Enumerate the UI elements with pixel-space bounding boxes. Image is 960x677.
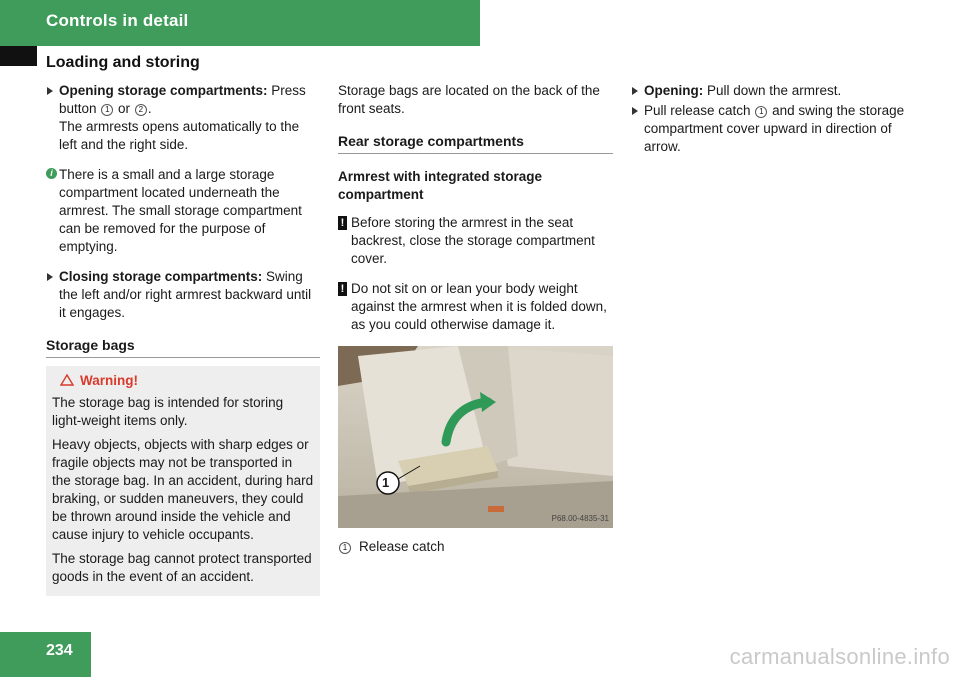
figure-caption: 1 Release catch bbox=[338, 538, 613, 556]
step-opening-compartments: Opening storage compartments: Press button 1 or 2 . The armrests opens automatically to the left and the right side. bbox=[46, 82, 320, 154]
header-bar bbox=[0, 0, 480, 46]
storage-bags-location: Storage bags are located on the back of the front seats. bbox=[338, 83, 600, 116]
watermark: carmanualsonline.info bbox=[729, 644, 950, 669]
page-number: 234 bbox=[46, 642, 73, 659]
figure-code: P68.00-4835-31 bbox=[551, 514, 609, 523]
storage-bags-heading: Storage bags bbox=[46, 336, 320, 358]
warning-text: The storage bag cannot protect transported goods in the event of an accident. bbox=[52, 551, 312, 584]
info-note: i There is a small and a large storage compartment located underneath the armrest. The small storage compartment can be removed for the purpose of emptying. bbox=[46, 166, 320, 256]
corner-block bbox=[0, 46, 37, 66]
step-detail: The armrests opens automatically to the left and the right side. bbox=[59, 119, 300, 152]
step-closing-compartments: Closing storage compartments: Swing the left and/or right armrest backward until it engages. bbox=[46, 268, 320, 322]
callout-number: 1 bbox=[339, 542, 351, 554]
column-right bbox=[631, 82, 911, 166]
caution-icon: ! bbox=[338, 216, 347, 230]
caution-note: ! Do not sit on or lean your body weight against the armrest when it is folded down, as you could otherwise damage it. bbox=[338, 280, 613, 334]
warning-text: The storage bag is intended for storing light-weight items only. bbox=[52, 395, 284, 428]
column-middle bbox=[338, 82, 613, 556]
rear-storage-heading: Rear storage compartments bbox=[338, 132, 613, 154]
armrest-illustration-graphic bbox=[338, 346, 613, 528]
callout-number: 1 bbox=[755, 106, 767, 118]
column-left bbox=[46, 82, 320, 596]
callout-number: 1 bbox=[101, 104, 113, 116]
step-pull-release-catch: Pull release catch 1 and swing the storage compartment cover upward in direction of arrow. bbox=[631, 102, 911, 156]
caution-note: ! Before storing the armrest in the seat backrest, close the storage compartment cover. bbox=[338, 214, 613, 268]
warning-triangle-icon bbox=[60, 374, 74, 386]
figure-callout-number: 1 bbox=[382, 475, 390, 490]
caution-icon: ! bbox=[338, 282, 347, 296]
step-opening-armrest: Opening: Pull down the armrest. bbox=[631, 82, 911, 100]
page-subtitle: Loading and storing bbox=[46, 54, 200, 71]
warning-title: Warning! bbox=[52, 372, 314, 390]
step-label: Opening: bbox=[644, 83, 704, 98]
info-icon: i bbox=[46, 168, 57, 179]
step-label: Opening storage compartments: bbox=[59, 83, 268, 98]
step-label: Closing storage compartments: bbox=[59, 269, 263, 284]
page-number-box bbox=[0, 632, 91, 677]
warning-text: Heavy objects, objects with sharp edges or fragile objects may not be transported in the storage bag. In an accident, during hard braking, or sudden maneuvers, they could be thrown around inside the vehicle and cause injury to vehicle occupants. bbox=[52, 437, 314, 542]
warning-box bbox=[46, 366, 320, 596]
armrest-illustration bbox=[338, 346, 613, 528]
callout-number: 2 bbox=[135, 104, 147, 116]
armrest-subheading: Armrest with integrated storage compartment bbox=[338, 169, 543, 202]
section-title: Controls in detail bbox=[46, 11, 189, 30]
